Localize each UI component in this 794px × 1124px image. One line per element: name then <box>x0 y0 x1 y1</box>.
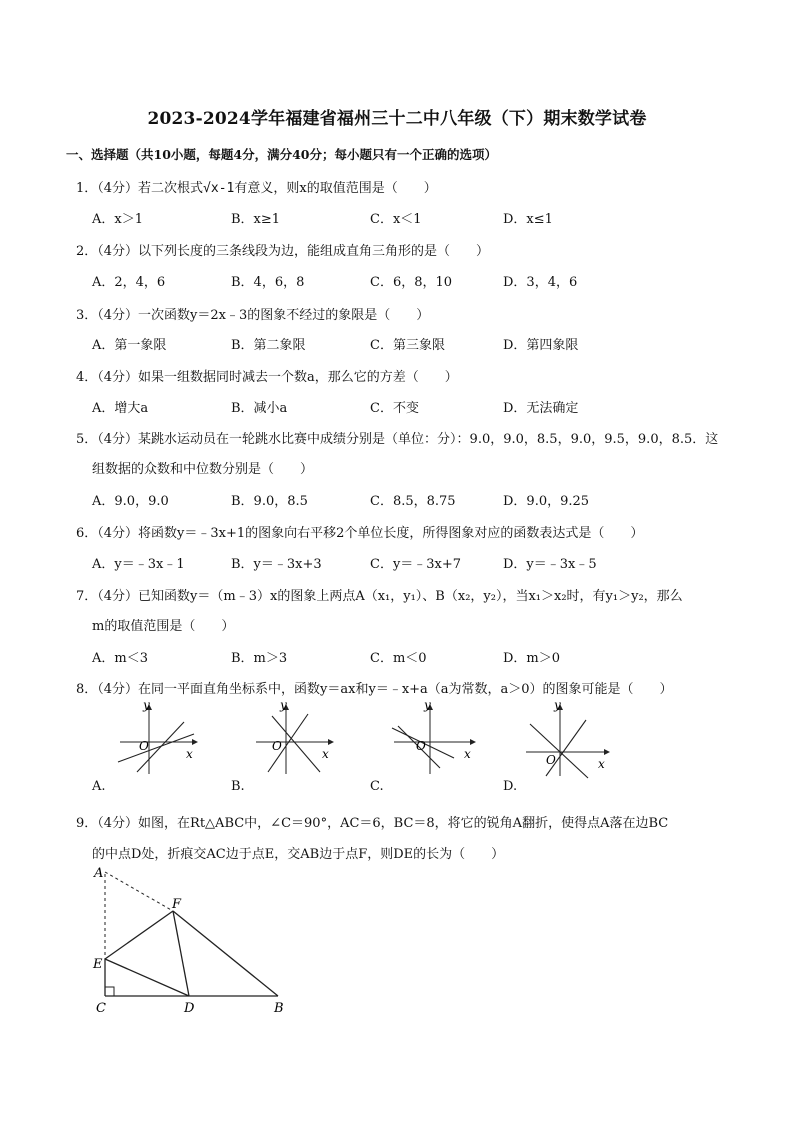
question-9-stem-line-1: 9．（4分）如图，在Rt△ABC中，∠C＝90°，AC＝6，BC＝8，将它的锐角A翻折，使得点A落在边BC <box>76 816 669 831</box>
q7-option-c[interactable]: C．m＜0 <box>370 651 427 666</box>
q8b-x-label: x <box>322 747 329 761</box>
q8d-x-label: x <box>598 757 605 771</box>
q8c-y-label: y <box>424 698 431 712</box>
question-7-stem-line-2: m的取值范围是（ ） <box>92 619 235 634</box>
q8b-origin-label: O <box>272 739 282 753</box>
question-7-stem-line-1: 7．（4分）已知函数y＝（m﹣3）x的图象上两点A（x₁，y₁）、B（x₂，y₂），当x₁＞x₂时，有y₁＞y₂，那么 <box>76 589 683 604</box>
question-4-stem: 4．（4分）如果一组数据同时减去一个数a，那么它的方差（ ） <box>76 370 458 385</box>
question-3-stem: 3．（4分）一次函数y＝2x﹣3的图象不经过的象限是（ ） <box>76 308 430 323</box>
q8-graph-b <box>248 700 348 780</box>
q8d-origin-label: O <box>546 753 556 767</box>
radical-expression: √x-1 <box>203 181 235 196</box>
q4-option-d[interactable]: D．无法确定 <box>503 401 579 416</box>
q8c-x-label: x <box>464 747 471 761</box>
q2-option-a[interactable]: A．2，4，6 <box>92 275 166 290</box>
q8a-y-label: y <box>143 698 150 712</box>
section-heading: 一、选择题（共10小题，每题4分，满分40分；每小题只有一个正确的选项） <box>66 147 497 162</box>
q4-option-a[interactable]: A．增大a <box>92 401 149 416</box>
point-d-label: D <box>184 1001 195 1016</box>
question-8-stem: 8．（4分）在同一平面直角坐标系中，函数y＝ax和y＝﹣x+a（a为常数，a＞0）的图象可能是（ ） <box>76 682 673 697</box>
q8c-origin-label: O <box>416 739 426 753</box>
q4-option-b[interactable]: B．减小a <box>231 401 288 416</box>
segment-ed <box>105 959 189 996</box>
q8-graph-a <box>112 700 212 780</box>
q3-option-c[interactable]: C．第三象限 <box>370 338 445 353</box>
q7-option-a[interactable]: A．m＜3 <box>92 651 148 666</box>
q3-option-a[interactable]: A．第一象限 <box>92 338 167 353</box>
question-2-stem: 2．（4分）以下列长度的三条线段为边，能组成直角三角形的是（ ） <box>76 244 490 259</box>
segment-fd <box>173 911 189 996</box>
q6-option-a[interactable]: A．y＝﹣3x﹣1 <box>92 557 185 572</box>
q1-option-c[interactable]: C．x＜1 <box>370 212 422 227</box>
segment-fb <box>173 911 278 996</box>
q8-option-a[interactable]: A. <box>92 779 106 794</box>
q8a-origin-label: O <box>139 739 149 753</box>
q2-option-c[interactable]: C．6，8，10 <box>370 275 453 290</box>
q8d-y-label: y <box>554 698 561 712</box>
q2-option-d[interactable]: D．3，4，6 <box>503 275 578 290</box>
q7-option-b[interactable]: B．m＞3 <box>231 651 288 666</box>
q6-option-c[interactable]: C．y＝﹣3x+7 <box>370 557 462 572</box>
q6-option-b[interactable]: B．y＝﹣3x+3 <box>231 557 322 572</box>
q9-triangle-figure <box>88 862 308 1022</box>
point-e-label: E <box>93 957 103 972</box>
question-5-stem-line-2: 组数据的众数和中位数分别是（ ） <box>92 462 314 477</box>
point-f-label: F <box>172 897 182 912</box>
q8a-x-label: x <box>186 747 193 761</box>
q3-option-b[interactable]: B．第二象限 <box>231 338 306 353</box>
q7-option-d[interactable]: D．m＞0 <box>503 651 561 666</box>
point-c-label: C <box>96 1001 106 1016</box>
fold-line-af <box>105 872 173 911</box>
q8-option-d[interactable]: D. <box>503 779 518 794</box>
point-b-label: B <box>274 1001 284 1016</box>
question-1-stem: 1．（4分）若二次根式√x-1有意义，则x的取值范围是（ ） <box>76 181 437 196</box>
q8-graph-d <box>520 700 620 780</box>
q6-option-d[interactable]: D．y＝﹣3x﹣5 <box>503 557 597 572</box>
q5-option-b[interactable]: B．9.0，8.5 <box>231 494 308 509</box>
q4-option-c[interactable]: C．不变 <box>370 401 419 416</box>
q5-option-c[interactable]: C．8.5，8.75 <box>370 494 456 509</box>
q5-option-d[interactable]: D．9.0，9.25 <box>503 494 590 509</box>
point-a-label: A <box>94 866 104 881</box>
q8-option-c[interactable]: C. <box>370 779 384 794</box>
page-title: 2023-2024学年福建省福州三十二中八年级（下）期末数学试卷 <box>147 109 647 129</box>
question-9-stem-line-2: 的中点D处，折痕交AC边于点E，交AB边于点F，则DE的长为（ ） <box>92 847 505 862</box>
q3-option-d[interactable]: D．第四象限 <box>503 338 579 353</box>
q8-graph-c <box>388 700 488 780</box>
q1-option-a[interactable]: A．x＞1 <box>92 212 143 227</box>
q8-option-b[interactable]: B. <box>231 779 245 794</box>
q2-option-b[interactable]: B．4，6，8 <box>231 275 305 290</box>
segment-ef <box>105 911 173 959</box>
q1-option-d[interactable]: D．x≤1 <box>503 212 553 227</box>
q1-option-b[interactable]: B．x≥1 <box>231 212 281 227</box>
right-angle-mark <box>105 987 114 996</box>
question-6-stem: 6．（4分）将函数y＝﹣3x+1的图象向右平移2个单位长度，所得图象对应的函数表达式是（ ） <box>76 526 644 541</box>
question-5-stem-line-1: 5．（4分）某跳水运动员在一轮跳水比赛中成绩分别是（单位：分）：9.0，9.0，8.5，9.0，9.5，9.0，8.5．这 <box>76 432 719 447</box>
q8b-y-label: y <box>280 698 287 712</box>
q5-option-a[interactable]: A．9.0，9.0 <box>92 494 169 509</box>
